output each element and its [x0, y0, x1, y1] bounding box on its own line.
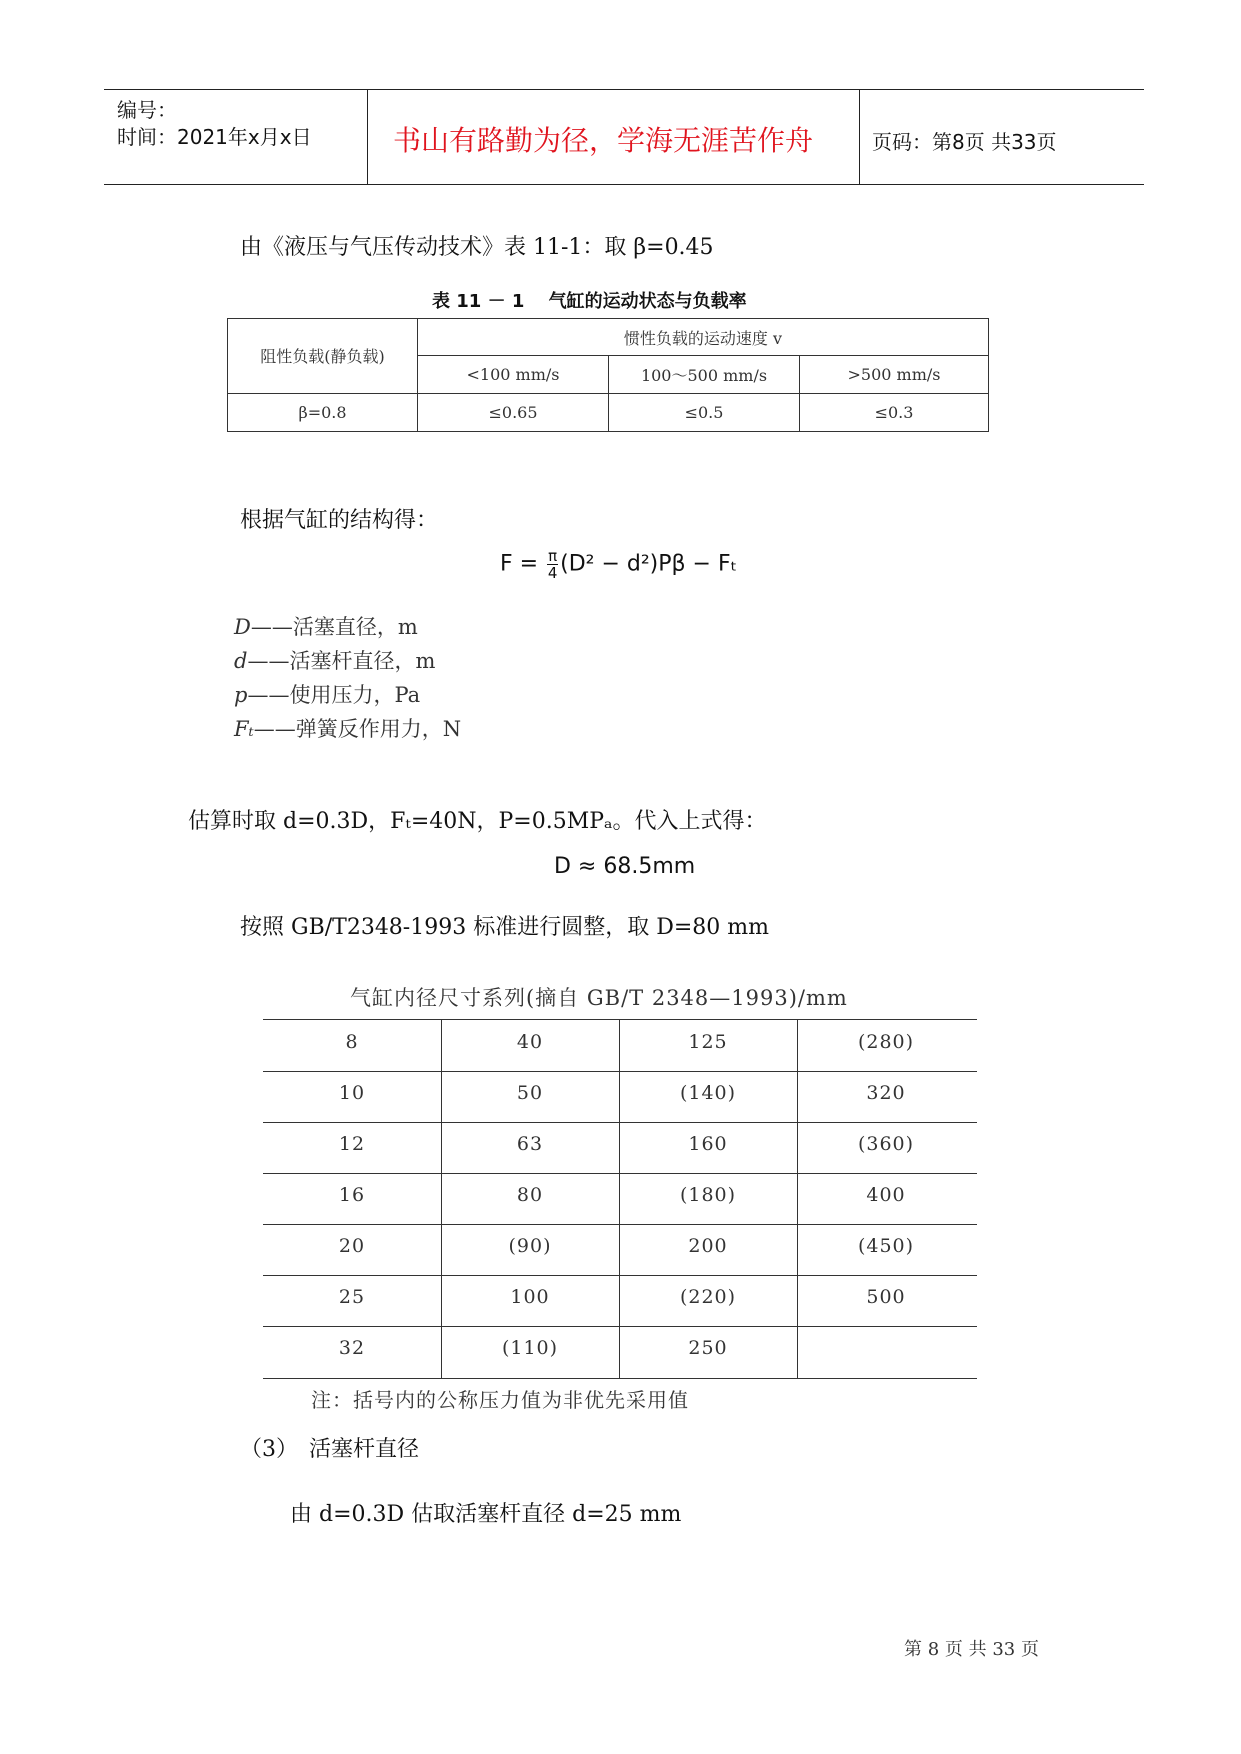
table-cell: 200 [688, 1235, 728, 1257]
paragraph-structure: 根据气缸的结构得： [240, 508, 439, 533]
table2-caption: 气缸内径尺寸系列(摘自 GB/T 2348—1993)/mm [350, 986, 848, 1010]
table-cell: (220) [679, 1286, 737, 1308]
formula-fraction [547, 548, 558, 581]
definition-symbol: D [234, 615, 251, 639]
paragraph-estimate: 估算时取 d=0.3D，Fₜ=40N，P=0.5MPₐ。代入上式得： [188, 809, 767, 834]
table-cell: 160 [688, 1133, 728, 1155]
speed-cell: 100～500 mm/s [609, 356, 800, 393]
fraction-denominator: 4 [547, 564, 558, 582]
table-rule [263, 1122, 977, 1123]
definition-symbol: Fₜ [234, 717, 254, 741]
group-header-cell: 惯性负载的运动速度 v [418, 319, 989, 356]
page-footer: 第 8 页 共 33 页 [904, 1639, 1039, 1660]
table-cell: 12 [338, 1133, 366, 1155]
number-label: 编号： [117, 98, 177, 122]
definition-symbol: p [234, 683, 248, 707]
definition-text: ——活塞杆直径，m [247, 649, 436, 673]
speed-cell: >500 mm/s [800, 356, 989, 393]
table-cell: (360) [857, 1133, 915, 1155]
table-cell: (140) [679, 1082, 737, 1104]
table2-note: 注：括号内的公称压力值为非优先采用值 [311, 1388, 689, 1412]
table-rule [263, 1071, 977, 1072]
table-rule [263, 1378, 977, 1379]
speed-cell: <100 mm/s [418, 356, 609, 393]
beta-value-cell: ≤0.3 [800, 393, 989, 431]
header-divider [859, 90, 860, 184]
table-cell: 50 [516, 1082, 544, 1104]
table-cell: (110) [501, 1337, 559, 1359]
row-header-cell: 阻性负载(静负载) [228, 319, 418, 394]
definition-symbol: d [234, 649, 248, 673]
table-cell: 400 [866, 1184, 906, 1206]
table-cell: (90) [508, 1235, 552, 1257]
table-cell: 320 [866, 1082, 906, 1104]
table-cell: 16 [338, 1184, 366, 1206]
table-rule [263, 1326, 977, 1327]
table-cell: 32 [338, 1337, 366, 1359]
beta-static-cell: β=0.8 [228, 393, 418, 431]
definition-item [234, 645, 435, 675]
beta-value-cell: ≤0.5 [609, 393, 800, 431]
header-divider [367, 90, 368, 184]
table-cell: (280) [857, 1031, 915, 1053]
definition-item [234, 679, 420, 709]
table-cell: 125 [688, 1031, 728, 1053]
definition-item [234, 713, 461, 743]
header-motto: 书山有路勤为径，学海无涯苦作舟 [393, 124, 814, 157]
definition-text: ——弹簧反作用力，N [253, 717, 462, 741]
table-cell: 500 [866, 1286, 906, 1308]
table-cell: 100 [510, 1286, 550, 1308]
table1-caption: 表 11 － 1 气缸的运动状态与负载率 [432, 291, 747, 312]
table-rule [263, 1224, 977, 1225]
table-cell: 80 [516, 1184, 544, 1206]
table-cell: (450) [857, 1235, 915, 1257]
table-cell: 20 [338, 1235, 366, 1257]
paragraph-rounding: 按照 GB/T2348-1993 标准进行圆整，取 D=80 mm [240, 915, 769, 940]
formula-lhs: F = [500, 551, 539, 577]
table-rule [263, 1275, 977, 1276]
table-cell: (180) [679, 1184, 737, 1206]
force-formula [500, 548, 737, 581]
table-rule [263, 1019, 977, 1020]
load-rate-table [227, 318, 989, 432]
section-heading: （3） 活塞杆直径 [240, 1437, 419, 1462]
table-cell: 25 [338, 1286, 366, 1308]
beta-value-cell: ≤0.65 [418, 393, 609, 431]
definition-text: ——活塞直径，m [250, 615, 418, 639]
date-label: 时间：2021年x月x日 [117, 125, 312, 149]
table-cell: 10 [338, 1082, 366, 1104]
table-rule [263, 1173, 977, 1174]
table-cell: 63 [516, 1133, 544, 1155]
paragraph-rod-diameter: 由 d=0.3D 估取活塞杆直径 d=25 mm [290, 1502, 682, 1527]
fraction-numerator: π [548, 547, 558, 565]
definition-item [234, 611, 418, 641]
table-cell: 250 [688, 1337, 728, 1359]
table-cell: 40 [516, 1031, 544, 1053]
diameter-result: D ≈ 68.5mm [554, 854, 696, 879]
formula-rhs: (D² − d²)Pβ − Fₜ [560, 551, 738, 577]
paragraph-beta: 由《液压与气压传动技术》表 11-1：取 β=0.45 [240, 235, 714, 260]
table-cell: 8 [345, 1031, 359, 1053]
page-number-label: 页码：第8页 共33页 [872, 130, 1057, 154]
definition-text: ——使用压力，Pa [247, 683, 421, 707]
